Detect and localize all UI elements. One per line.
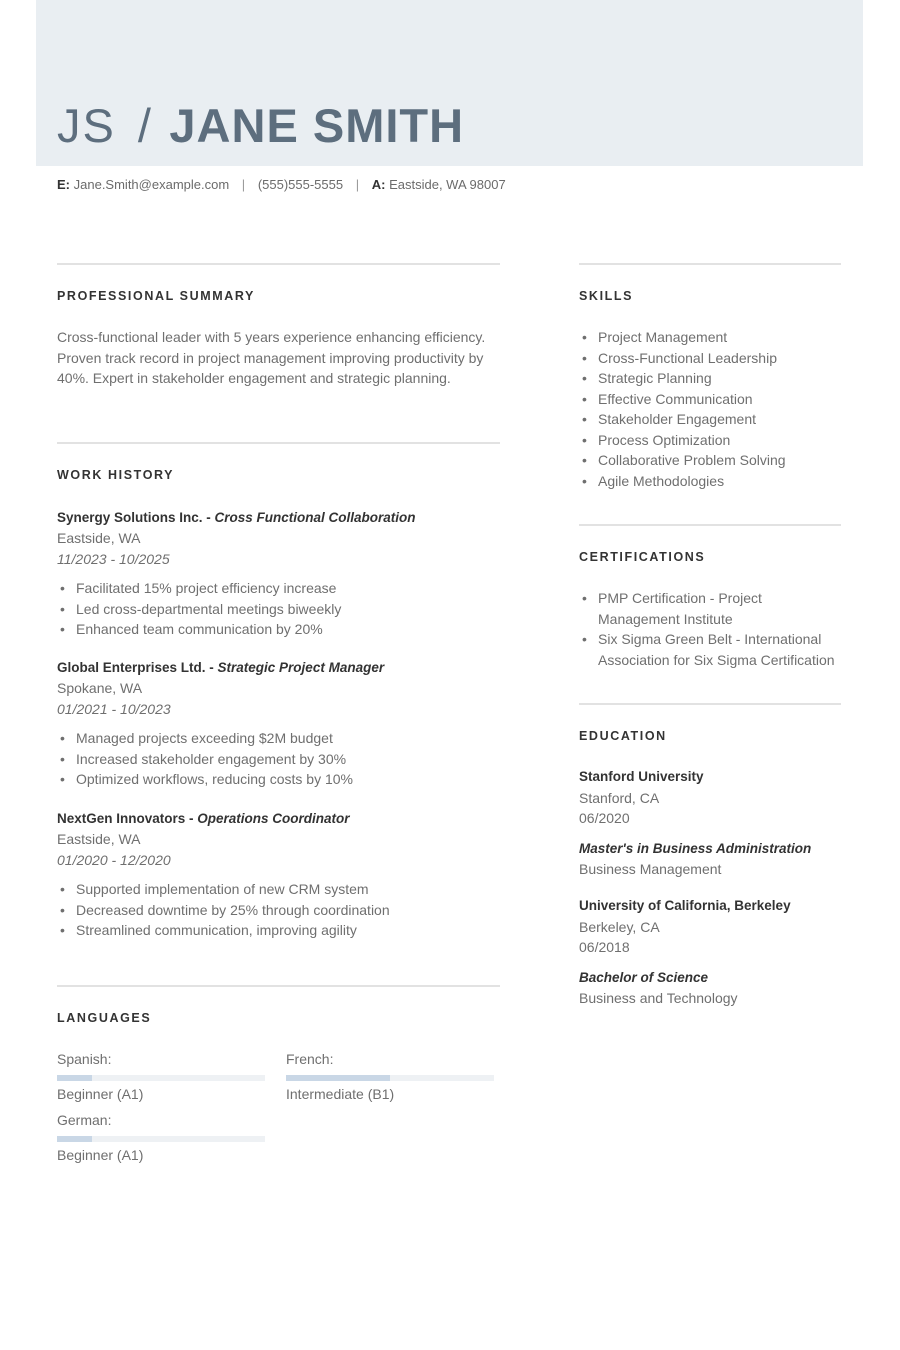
certifications-list <box>579 588 844 670</box>
section-divider <box>579 263 841 265</box>
list-item: • Cross-Functional Leadership <box>579 348 849 369</box>
list-item: • Project Management <box>579 327 849 348</box>
job-title-line: NextGen Innovators - Operations Coordinator <box>57 811 350 826</box>
certifications-heading: CERTIFICATIONS <box>579 550 706 564</box>
work-history-heading: WORK HISTORY <box>57 468 175 482</box>
job-title-line: Synergy Solutions Inc. - Cross Functional Collaboration <box>57 510 416 525</box>
email-label: E: <box>57 177 70 192</box>
degree: Master's in Business Administration <box>579 840 812 856</box>
education-entry <box>579 767 859 880</box>
section-divider <box>57 985 500 987</box>
name-divider: / <box>137 99 152 152</box>
company-name: NextGen Innovators <box>57 811 186 826</box>
list-item: • Led cross-departmental meetings biweekly <box>57 599 497 620</box>
school-name: University of California, Berkeley <box>579 898 791 913</box>
list-item: • Facilitated 15% project efficiency increase <box>57 578 497 599</box>
job-dates: 01/2021 - 10/2023 <box>57 700 171 717</box>
skills-list <box>579 327 849 491</box>
section-divider <box>57 442 500 444</box>
job-location: Spokane, WA <box>57 680 143 696</box>
initials: JS <box>57 99 116 152</box>
section-divider <box>579 524 841 526</box>
language-level: Beginner (A1) <box>57 1086 144 1102</box>
contact-separator: | <box>355 177 360 192</box>
job-location: Eastside, WA <box>57 831 141 847</box>
list-item: • Supported implementation of new CRM system <box>57 879 497 900</box>
company-name: Synergy Solutions Inc. <box>57 510 203 525</box>
list-item: • Effective Communication <box>579 389 849 410</box>
job-bullets <box>57 578 497 640</box>
address: Eastside, WA 98007 <box>389 177 506 192</box>
job-entry <box>57 809 497 941</box>
summary-heading: PROFESSIONAL SUMMARY <box>57 289 255 303</box>
contact-separator: | <box>241 177 246 192</box>
list-item: • Stakeholder Engagement <box>579 409 849 430</box>
language-level-bar <box>57 1075 265 1081</box>
language-name: German: <box>57 1112 112 1128</box>
list-item: • Six Sigma Green Belt - International Association for Six Sigma Certification <box>579 629 844 670</box>
full-name: JANE SMITH <box>169 99 465 152</box>
summary-text: Cross-functional leader with 5 years experience enhancing efficiency. Proven track record in project management improving productivity by 40%. Expert in stakeholder engagement and strategic planning. <box>57 329 486 386</box>
list-item: • Decreased downtime by 25% through coordination <box>57 900 497 921</box>
education-heading: EDUCATION <box>579 729 667 743</box>
list-item: • Agile Methodologies <box>579 471 849 492</box>
graduation-date: 06/2018 <box>579 939 630 955</box>
section-divider <box>57 263 500 265</box>
name-heading <box>57 98 464 153</box>
language-name: French: <box>286 1051 334 1067</box>
list-item: • Optimized workflows, reducing costs by 10% <box>57 769 497 790</box>
language-level-fill <box>57 1075 92 1081</box>
job-bullets <box>57 728 497 790</box>
address-label: A: <box>371 177 386 192</box>
list-item: • Strategic Planning <box>579 368 849 389</box>
school-location: Berkeley, CA <box>579 918 660 935</box>
job-entry <box>57 508 497 640</box>
language-level-fill <box>286 1075 390 1081</box>
job-role: Operations Coordinator <box>197 811 350 826</box>
phone[interactable]: (555)555-5555 <box>257 177 344 192</box>
language-item <box>57 1050 265 1103</box>
language-level-bar <box>57 1136 265 1142</box>
language-item <box>286 1050 494 1103</box>
job-bullets <box>57 879 497 941</box>
school-name: Stanford University <box>579 769 704 784</box>
language-level-fill <box>57 1136 92 1142</box>
job-title-line: Global Enterprises Ltd. - Strategic Project Manager <box>57 660 385 675</box>
job-entry <box>57 658 497 790</box>
education-entry <box>579 896 859 1009</box>
graduation-date: 06/2020 <box>579 810 630 826</box>
language-level: Intermediate (B1) <box>286 1086 395 1102</box>
skills-heading: SKILLS <box>579 289 634 303</box>
list-item: • Increased stakeholder engagement by 30% <box>57 749 497 770</box>
field-of-study: Business Management <box>579 861 722 877</box>
school-location: Stanford, CA <box>579 789 660 806</box>
list-item: • Collaborative Problem Solving <box>579 450 849 471</box>
language-level: Beginner (A1) <box>57 1147 144 1163</box>
contact-line <box>57 177 506 192</box>
email[interactable]: Jane.Smith@example.com <box>73 177 230 192</box>
job-dates: 01/2020 - 12/2020 <box>57 851 171 868</box>
field-of-study: Business and Technology <box>579 990 738 1006</box>
list-item: • Streamlined communication, improving agility <box>57 920 497 941</box>
list-item: • PMP Certification - Project Management Institute <box>579 588 844 629</box>
languages-heading: LANGUAGES <box>57 1011 152 1025</box>
list-item: • Enhanced team communication by 20% <box>57 619 497 640</box>
list-item: • Process Optimization <box>579 430 849 451</box>
job-role: Cross Functional Collaboration <box>214 510 416 525</box>
list-item: • Managed projects exceeding $2M budget <box>57 728 497 749</box>
language-name: Spanish: <box>57 1051 112 1067</box>
language-level-bar <box>286 1075 494 1081</box>
job-dates: 11/2023 - 10/2025 <box>57 550 170 567</box>
section-divider <box>579 703 841 705</box>
degree: Bachelor of Science <box>579 969 709 985</box>
job-role: Strategic Project Manager <box>217 660 385 675</box>
job-location: Eastside, WA <box>57 530 141 546</box>
language-item <box>57 1111 265 1164</box>
company-name: Global Enterprises Ltd. <box>57 660 206 675</box>
